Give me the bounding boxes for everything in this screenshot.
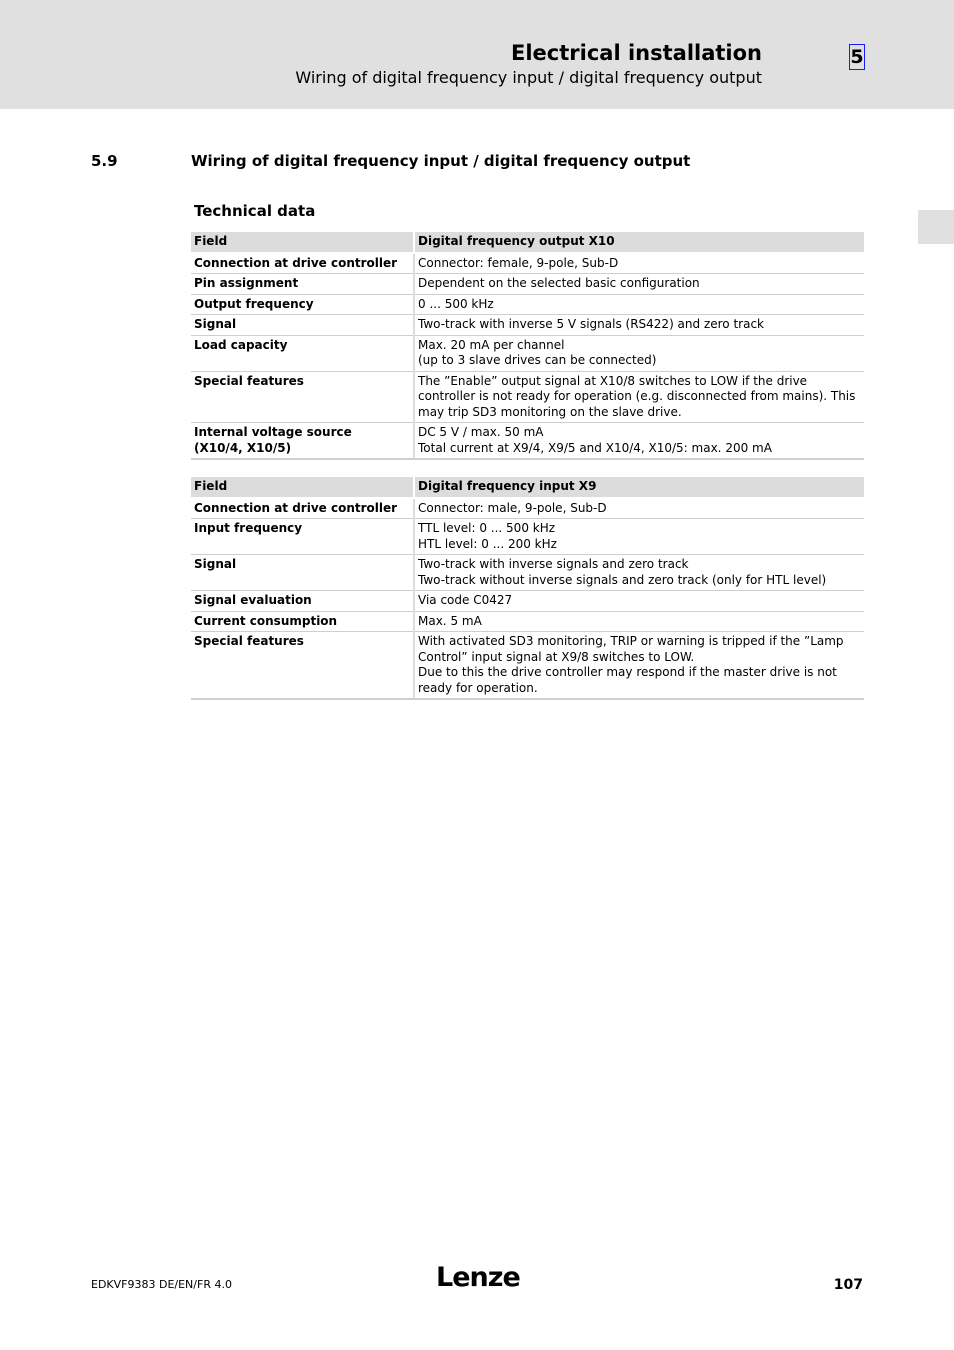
- table-row: [191, 611, 864, 632]
- row-label-line: Special features: [194, 634, 304, 648]
- section-title: Wiring of digital frequency input / digital frequency output: [191, 152, 691, 170]
- row-value: [414, 294, 864, 315]
- table-row: [191, 555, 864, 591]
- row-label: [191, 555, 414, 591]
- row-value: [414, 371, 864, 423]
- table-header-row: [191, 232, 864, 253]
- header-field: Field: [191, 477, 414, 498]
- row-value-line: Total current at X9/4, X9/5 and X10/4, X10/5: max. 200 mA: [418, 440, 772, 455]
- row-value: [414, 519, 864, 555]
- row-label: [191, 371, 414, 423]
- row-value-line: Max. 5 mA: [418, 613, 482, 628]
- row-value: [414, 498, 864, 519]
- table-digital-frequency-input: [191, 477, 864, 700]
- header-value: Digital frequency output X10: [414, 232, 864, 253]
- row-label: [191, 335, 414, 371]
- table-row: [191, 335, 864, 371]
- row-label-line: (X10/4, X10/5): [194, 440, 292, 455]
- section-number: 5.9: [91, 152, 118, 170]
- row-label: [191, 294, 414, 315]
- row-value: [414, 335, 864, 371]
- table-digital-frequency-output: [191, 232, 864, 460]
- row-label: [191, 591, 414, 612]
- row-value-line: Two-track without inverse signals and zero track (only for HTL level): [418, 572, 827, 587]
- row-value: [414, 555, 864, 591]
- row-label: [191, 423, 414, 460]
- lenze-logo: Lenze: [436, 1262, 520, 1293]
- row-label-line: Input frequency: [194, 521, 303, 535]
- table-row: [191, 294, 864, 315]
- chapter-side-tab: [918, 210, 954, 244]
- row-label: [191, 274, 414, 295]
- table-row: [191, 315, 864, 336]
- row-label: [191, 519, 414, 555]
- row-label: [191, 498, 414, 519]
- row-value: [414, 423, 864, 460]
- row-label-line: Signal: [194, 557, 237, 571]
- row-label-line: Output frequency: [194, 296, 314, 311]
- table-row: [191, 253, 864, 274]
- row-value-line: Max. 20 mA per channel: [418, 337, 565, 352]
- row-value: [414, 632, 864, 700]
- table-row: [191, 632, 864, 700]
- row-label-line: Pin assignment: [194, 276, 299, 290]
- row-label-line: Signal evaluation: [194, 593, 312, 607]
- chapter-title: Electrical installation: [511, 41, 762, 65]
- row-label-line: Signal: [194, 317, 237, 331]
- row-label-line: Internal voltage source: [194, 425, 352, 439]
- row-value-line: Two-track with inverse 5 V signals (RS422) and zero track: [418, 317, 764, 331]
- row-value-line: The ”Enable” output signal at X10/8 switches to LOW if the drive controller is not ready for operation (e.g. disconnected from mains). This may trip SD3 monitoring on the slave drive.: [418, 373, 856, 419]
- table-row: [191, 274, 864, 295]
- row-value-line: Via code C0427: [418, 593, 513, 607]
- chapter-number-badge[interactable]: 5: [850, 46, 864, 68]
- row-value-line: TTL level: 0 ... 500 kHz: [418, 521, 556, 535]
- row-label-line: Load capacity: [194, 337, 288, 352]
- row-value-line: HTL level: 0 ... 200 kHz: [418, 536, 557, 551]
- footer-document-id: EDKVF9383 DE/EN/FR 4.0: [91, 1278, 232, 1291]
- row-value-line: Connector: male, 9-pole, Sub-D: [418, 500, 607, 515]
- table-row: [191, 591, 864, 612]
- row-value: [414, 315, 864, 336]
- row-value: [414, 274, 864, 295]
- table-row: [191, 371, 864, 423]
- row-value-line: Connector: female, 9-pole, Sub-D: [418, 255, 619, 270]
- technical-data-heading: Technical data: [194, 202, 316, 220]
- row-label-line: Connection at drive controller: [194, 255, 398, 270]
- table-header-row: [191, 477, 864, 498]
- row-label: [191, 611, 414, 632]
- row-value-line: 0 ... 500 kHz: [418, 296, 494, 311]
- row-label-line: Current consumption: [194, 613, 338, 628]
- row-value-line: Due to this the drive controller may respond if the master drive is not ready for operation.: [418, 665, 837, 695]
- header-band: [0, 0, 954, 109]
- row-value-line: With activated SD3 monitoring, TRIP or warning is tripped if the ”Lamp Control” input signal at X9/8 switches to LOW.: [418, 634, 844, 664]
- row-label-line: Connection at drive controller: [194, 500, 398, 515]
- row-label-line: Special features: [194, 373, 304, 388]
- row-value: [414, 591, 864, 612]
- row-value: [414, 611, 864, 632]
- row-label: [191, 632, 414, 700]
- page-number: 107: [833, 1277, 863, 1293]
- table-row: [191, 498, 864, 519]
- chapter-subtitle: Wiring of digital frequency input / digital frequency output: [295, 68, 762, 87]
- row-value-line: Two-track with inverse signals and zero track: [418, 557, 689, 571]
- row-value-line: Dependent on the selected basic configuration: [418, 276, 700, 290]
- row-label: [191, 315, 414, 336]
- row-value-line: DC 5 V / max. 50 mA: [418, 425, 544, 439]
- table-row: [191, 519, 864, 555]
- row-value: [414, 253, 864, 274]
- row-value-line: (up to 3 slave drives can be connected): [418, 353, 657, 367]
- row-label: [191, 253, 414, 274]
- table-row: [191, 423, 864, 460]
- header-field: Field: [191, 232, 414, 253]
- header-value: Digital frequency input X9: [414, 477, 864, 498]
